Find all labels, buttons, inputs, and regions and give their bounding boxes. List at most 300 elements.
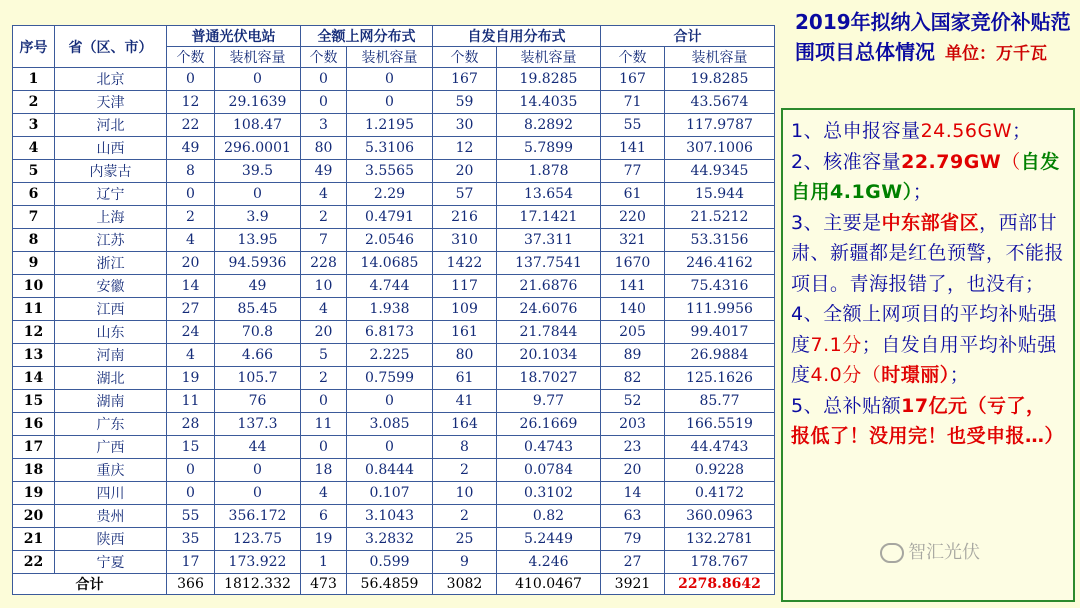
data-cell: 140 [601, 298, 665, 321]
data-cell: 15 [167, 436, 215, 459]
header-group-total: 合计 [601, 26, 775, 47]
table-row [13, 298, 775, 321]
header-seq: 序号 [13, 26, 55, 68]
notes-box [781, 108, 1075, 602]
data-cell: 44.4743 [665, 436, 775, 459]
data-cell: 77 [601, 160, 665, 183]
row-index: 12 [13, 321, 55, 344]
data-cell: 0.4172 [665, 482, 775, 505]
data-cell: 0.599 [347, 551, 433, 574]
note-4-source: 时璟丽） [881, 364, 950, 386]
province-name: 湖北 [55, 367, 167, 390]
data-cell: 9.77 [497, 390, 601, 413]
data-cell: 3.5565 [347, 160, 433, 183]
data-cell: 61 [433, 367, 497, 390]
total-cell: 473 [301, 574, 347, 595]
data-cell: 6.8173 [347, 321, 433, 344]
data-cell: 49 [167, 137, 215, 160]
data-cell: 3.2832 [347, 528, 433, 551]
table-row [13, 137, 775, 160]
note-3 [791, 208, 1065, 300]
table-row [13, 275, 775, 298]
note-3-highlight: 中东部省区 [881, 211, 980, 234]
data-cell: 29.1639 [215, 91, 301, 114]
slide-title [795, 7, 1075, 69]
row-index: 11 [13, 298, 55, 321]
data-cell: 166.5519 [665, 413, 775, 436]
data-cell: 2 [433, 459, 497, 482]
data-cell: 14 [601, 482, 665, 505]
note-1-value: 24.56GW [920, 120, 1012, 142]
data-cell: 1 [301, 551, 347, 574]
title-text: 2019年拟纳入国家竞价补贴范围项目总体情况 [795, 10, 1071, 64]
note-5-remark: （亏了，报低了！没用完！也受申报…） [791, 394, 1065, 447]
note-2 [791, 147, 1065, 208]
row-index: 21 [13, 528, 55, 551]
header-count: 个数 [601, 47, 665, 68]
data-cell: 3.085 [347, 413, 433, 436]
data-cell: 109 [433, 298, 497, 321]
data-cell: 2.225 [347, 344, 433, 367]
row-index: 17 [13, 436, 55, 459]
data-cell: 0.9228 [665, 459, 775, 482]
data-cell: 0.7599 [347, 367, 433, 390]
data-cell: 85.77 [665, 390, 775, 413]
data-cell: 14.4035 [497, 91, 601, 114]
data-cell: 25 [433, 528, 497, 551]
row-index: 1 [13, 68, 55, 91]
note-3-text: 3、主要是 [791, 211, 882, 234]
province-name: 山东 [55, 321, 167, 344]
province-name: 重庆 [55, 459, 167, 482]
data-cell: 11 [167, 390, 215, 413]
table-row [13, 160, 775, 183]
total-cell: 366 [167, 574, 215, 595]
province-name: 浙江 [55, 252, 167, 275]
data-cell: 5.3106 [347, 137, 433, 160]
note-1 [791, 116, 1065, 147]
data-cell: 141 [601, 137, 665, 160]
data-cell: 10 [433, 482, 497, 505]
data-cell: 3.1043 [347, 505, 433, 528]
data-cell: 99.4017 [665, 321, 775, 344]
table-row [13, 206, 775, 229]
table-row [13, 436, 775, 459]
data-cell: 21.7844 [497, 321, 601, 344]
data-cell: 17 [167, 551, 215, 574]
wechat-icon [880, 543, 904, 563]
data-cell: 1670 [601, 252, 665, 275]
data-cell: 23 [601, 436, 665, 459]
province-name: 江西 [55, 298, 167, 321]
data-cell: 360.0963 [665, 505, 775, 528]
province-name: 四川 [55, 482, 167, 505]
data-cell: 79 [601, 528, 665, 551]
data-cell: 35 [167, 528, 215, 551]
data-cell: 19 [167, 367, 215, 390]
note-4-suffix: ； [949, 364, 970, 386]
data-cell: 20.1034 [497, 344, 601, 367]
province-name: 河南 [55, 344, 167, 367]
note-4-paren: （ [861, 364, 882, 386]
row-index: 13 [13, 344, 55, 367]
data-cell: 94.5936 [215, 252, 301, 275]
data-cell: 1.2195 [347, 114, 433, 137]
table-row [13, 229, 775, 252]
table-row [13, 252, 775, 275]
data-cell: 5.7899 [497, 137, 601, 160]
row-index: 20 [13, 505, 55, 528]
data-cell: 52 [601, 390, 665, 413]
data-cell: 41 [433, 390, 497, 413]
data-cell: 0.107 [347, 482, 433, 505]
data-cell: 0 [167, 183, 215, 206]
table-row [13, 459, 775, 482]
data-cell: 310 [433, 229, 497, 252]
data-cell: 19 [301, 528, 347, 551]
province-name: 宁夏 [55, 551, 167, 574]
data-cell: 0 [347, 68, 433, 91]
table-row [13, 91, 775, 114]
table-body [13, 68, 775, 574]
total-cell: 3921 [601, 574, 665, 595]
data-cell: 4 [167, 229, 215, 252]
note-3-rest: ，西部甘肃、新疆都是红色预警，不能报项目。青海报错了，也没有； [791, 211, 1065, 295]
province-name: 安徽 [55, 275, 167, 298]
province-name: 广东 [55, 413, 167, 436]
table-row [13, 528, 775, 551]
province-name: 天津 [55, 91, 167, 114]
province-name: 山西 [55, 137, 167, 160]
province-name: 陕西 [55, 528, 167, 551]
data-cell: 37.311 [497, 229, 601, 252]
table-row [13, 413, 775, 436]
note-2-paren: （ [1001, 150, 1021, 173]
data-cell: 22 [167, 114, 215, 137]
note-4-text: 4、全额上网项目的平均补贴强度 [791, 303, 1058, 356]
row-index: 15 [13, 390, 55, 413]
row-index: 18 [13, 459, 55, 482]
data-cell: 0.0784 [497, 459, 601, 482]
header-group-full-grid: 全额上网分布式 [301, 26, 433, 47]
data-cell: 49 [301, 160, 347, 183]
header-count: 个数 [301, 47, 347, 68]
data-cell: 5.2449 [497, 528, 601, 551]
header-capacity: 装机容量 [497, 47, 601, 68]
header-capacity: 装机容量 [347, 47, 433, 68]
note-2-suffix: ； [912, 181, 933, 203]
data-cell: 5 [301, 344, 347, 367]
data-cell: 20 [167, 252, 215, 275]
data-cell: 137.7541 [497, 252, 601, 275]
data-cell: 2.0546 [347, 229, 433, 252]
data-cell: 30 [433, 114, 497, 137]
total-cell: 3082 [433, 574, 497, 595]
data-cell: 0.4743 [497, 436, 601, 459]
table-row [13, 321, 775, 344]
data-cell: 0 [347, 390, 433, 413]
data-cell: 27 [167, 298, 215, 321]
table-row [13, 482, 775, 505]
data-cell: 2 [301, 206, 347, 229]
data-cell: 2 [433, 505, 497, 528]
data-cell: 26.9884 [665, 344, 775, 367]
total-row [13, 574, 775, 595]
data-cell: 49 [215, 275, 301, 298]
header-capacity: 装机容量 [665, 47, 775, 68]
note-1-suffix: ； [1012, 120, 1032, 142]
data-cell: 4.744 [347, 275, 433, 298]
row-index: 9 [13, 252, 55, 275]
total-label: 合计 [13, 574, 167, 595]
table-row [13, 344, 775, 367]
data-cell: 0 [301, 390, 347, 413]
table-row [13, 183, 775, 206]
data-cell: 12 [433, 137, 497, 160]
data-cell: 0.3102 [497, 482, 601, 505]
data-cell: 53.3156 [665, 229, 775, 252]
data-cell: 10 [301, 275, 347, 298]
data-cell: 76 [215, 390, 301, 413]
data-cell: 0 [167, 482, 215, 505]
note-2-text: 2、核准容量 [791, 150, 902, 173]
data-cell: 111.9956 [665, 298, 775, 321]
data-cell: 44 [215, 436, 301, 459]
data-cell: 70.8 [215, 321, 301, 344]
capacity-table [12, 25, 775, 595]
data-cell: 18 [301, 459, 347, 482]
data-cell: 15.944 [665, 183, 775, 206]
data-cell: 205 [601, 321, 665, 344]
data-cell: 0 [347, 436, 433, 459]
data-cell: 57 [433, 183, 497, 206]
data-cell: 0 [215, 482, 301, 505]
note-5-value: 17亿元 [901, 394, 968, 417]
data-cell: 26.1669 [497, 413, 601, 436]
note-1-text: 1、总申报容量 [791, 120, 921, 142]
data-cell: 203 [601, 413, 665, 436]
data-cell: 28 [167, 413, 215, 436]
data-cell: 164 [433, 413, 497, 436]
province-name: 内蒙古 [55, 160, 167, 183]
data-cell: 296.0001 [215, 137, 301, 160]
total-cell: 1812.332 [215, 574, 301, 595]
data-cell: 19.8285 [497, 68, 601, 91]
total-cell: 56.4859 [347, 574, 433, 595]
data-cell: 89 [601, 344, 665, 367]
data-cell: 80 [301, 137, 347, 160]
data-cell: 6 [301, 505, 347, 528]
data-cell: 8 [433, 436, 497, 459]
data-cell: 3.9 [215, 206, 301, 229]
row-index: 10 [13, 275, 55, 298]
data-cell: 0 [215, 68, 301, 91]
row-index: 6 [13, 183, 55, 206]
data-cell: 4 [167, 344, 215, 367]
province-name: 上海 [55, 206, 167, 229]
note-5 [791, 391, 1065, 452]
data-cell: 0 [167, 68, 215, 91]
data-cell: 108.47 [215, 114, 301, 137]
row-index: 19 [13, 482, 55, 505]
data-cell: 132.2781 [665, 528, 775, 551]
watermark-text: 智汇光伏 [908, 542, 980, 563]
grand-total-cell: 2278.8642 [665, 574, 775, 595]
data-cell: 75.4316 [665, 275, 775, 298]
data-cell: 13.654 [497, 183, 601, 206]
data-cell: 220 [601, 206, 665, 229]
data-cell: 105.7 [215, 367, 301, 390]
data-cell: 4.66 [215, 344, 301, 367]
note-2-value: 22.79GW [901, 150, 1002, 173]
data-cell: 17.1421 [497, 206, 601, 229]
data-cell: 167 [433, 68, 497, 91]
data-cell: 117.9787 [665, 114, 775, 137]
data-cell: 167 [601, 68, 665, 91]
note-2-self-use: 自发自用4.1GW） [791, 150, 1060, 203]
table-row [13, 505, 775, 528]
header-province: 省（区、市） [55, 26, 167, 68]
total-cell: 410.0467 [497, 574, 601, 595]
data-cell: 141 [601, 275, 665, 298]
data-cell: 12 [167, 91, 215, 114]
data-cell: 82 [601, 367, 665, 390]
header-group-ground-pv: 普通光伏电站 [167, 26, 301, 47]
data-cell: 63 [601, 505, 665, 528]
data-cell: 246.4162 [665, 252, 775, 275]
data-cell: 24.6076 [497, 298, 601, 321]
data-cell: 228 [301, 252, 347, 275]
province-name: 辽宁 [55, 183, 167, 206]
data-cell: 4 [301, 183, 347, 206]
watermark [880, 538, 980, 564]
data-cell: 0.8444 [347, 459, 433, 482]
data-cell: 117 [433, 275, 497, 298]
data-cell: 0 [301, 436, 347, 459]
data-cell: 27 [601, 551, 665, 574]
data-cell: 43.5674 [665, 91, 775, 114]
data-cell: 61 [601, 183, 665, 206]
row-index: 3 [13, 114, 55, 137]
data-cell: 14 [167, 275, 215, 298]
data-cell: 0.82 [497, 505, 601, 528]
data-cell: 71 [601, 91, 665, 114]
data-cell: 9 [433, 551, 497, 574]
data-cell: 20 [433, 160, 497, 183]
capacity-table-container [12, 25, 774, 595]
row-index: 8 [13, 229, 55, 252]
data-cell: 356.172 [215, 505, 301, 528]
data-cell: 7 [301, 229, 347, 252]
data-cell: 2 [167, 206, 215, 229]
table-row [13, 114, 775, 137]
data-cell: 4 [301, 298, 347, 321]
data-cell: 0 [301, 91, 347, 114]
data-cell: 0 [215, 183, 301, 206]
data-cell: 0 [301, 68, 347, 91]
data-cell: 20 [601, 459, 665, 482]
data-cell: 0 [215, 459, 301, 482]
data-cell: 1.938 [347, 298, 433, 321]
data-cell: 4 [301, 482, 347, 505]
province-name: 河北 [55, 114, 167, 137]
data-cell: 125.1626 [665, 367, 775, 390]
row-index: 5 [13, 160, 55, 183]
row-index: 16 [13, 413, 55, 436]
table-row [13, 551, 775, 574]
data-cell: 161 [433, 321, 497, 344]
data-cell: 20 [301, 321, 347, 344]
header-group-self-use: 自发自用分布式 [433, 26, 601, 47]
data-cell: 80 [433, 344, 497, 367]
note-5-text: 5、总补贴额 [791, 394, 902, 417]
data-cell: 8.2892 [497, 114, 601, 137]
table-row [13, 390, 775, 413]
data-cell: 13.95 [215, 229, 301, 252]
row-index: 2 [13, 91, 55, 114]
row-index: 4 [13, 137, 55, 160]
data-cell: 59 [433, 91, 497, 114]
data-cell: 44.9345 [665, 160, 775, 183]
row-index: 22 [13, 551, 55, 574]
header-row-groups [13, 26, 775, 47]
data-cell: 21.6876 [497, 275, 601, 298]
data-cell: 21.5212 [665, 206, 775, 229]
data-cell: 123.75 [215, 528, 301, 551]
data-cell: 2 [301, 367, 347, 390]
note-4-value-2: 4.0分 [810, 364, 862, 386]
data-cell: 3 [301, 114, 347, 137]
data-cell: 4.246 [497, 551, 601, 574]
data-cell: 14.0685 [347, 252, 433, 275]
row-index: 14 [13, 367, 55, 390]
header-count: 个数 [167, 47, 215, 68]
data-cell: 39.5 [215, 160, 301, 183]
data-cell: 1422 [433, 252, 497, 275]
data-cell: 173.922 [215, 551, 301, 574]
data-cell: 19.8285 [665, 68, 775, 91]
province-name: 湖南 [55, 390, 167, 413]
note-4 [791, 299, 1065, 391]
data-cell: 11 [301, 413, 347, 436]
data-cell: 0 [167, 459, 215, 482]
unit-label: 单位：万千瓦 [945, 44, 1047, 64]
data-cell: 8 [167, 160, 215, 183]
data-cell: 321 [601, 229, 665, 252]
data-cell: 137.3 [215, 413, 301, 436]
note-4-value-1: 7.1分 [810, 333, 862, 356]
province-name: 贵州 [55, 505, 167, 528]
data-cell: 216 [433, 206, 497, 229]
header-count: 个数 [433, 47, 497, 68]
data-cell: 307.1006 [665, 137, 775, 160]
data-cell: 55 [167, 505, 215, 528]
header-capacity: 装机容量 [215, 47, 301, 68]
table-row [13, 367, 775, 390]
province-name: 北京 [55, 68, 167, 91]
data-cell: 85.45 [215, 298, 301, 321]
province-name: 广西 [55, 436, 167, 459]
data-cell: 0.4791 [347, 206, 433, 229]
data-cell: 0 [347, 91, 433, 114]
data-cell: 2.29 [347, 183, 433, 206]
province-name: 江苏 [55, 229, 167, 252]
data-cell: 178.767 [665, 551, 775, 574]
data-cell: 24 [167, 321, 215, 344]
note-4-mid: ；自发自用平均补贴强度 [791, 333, 1057, 386]
table-row [13, 68, 775, 91]
data-cell: 18.7027 [497, 367, 601, 390]
